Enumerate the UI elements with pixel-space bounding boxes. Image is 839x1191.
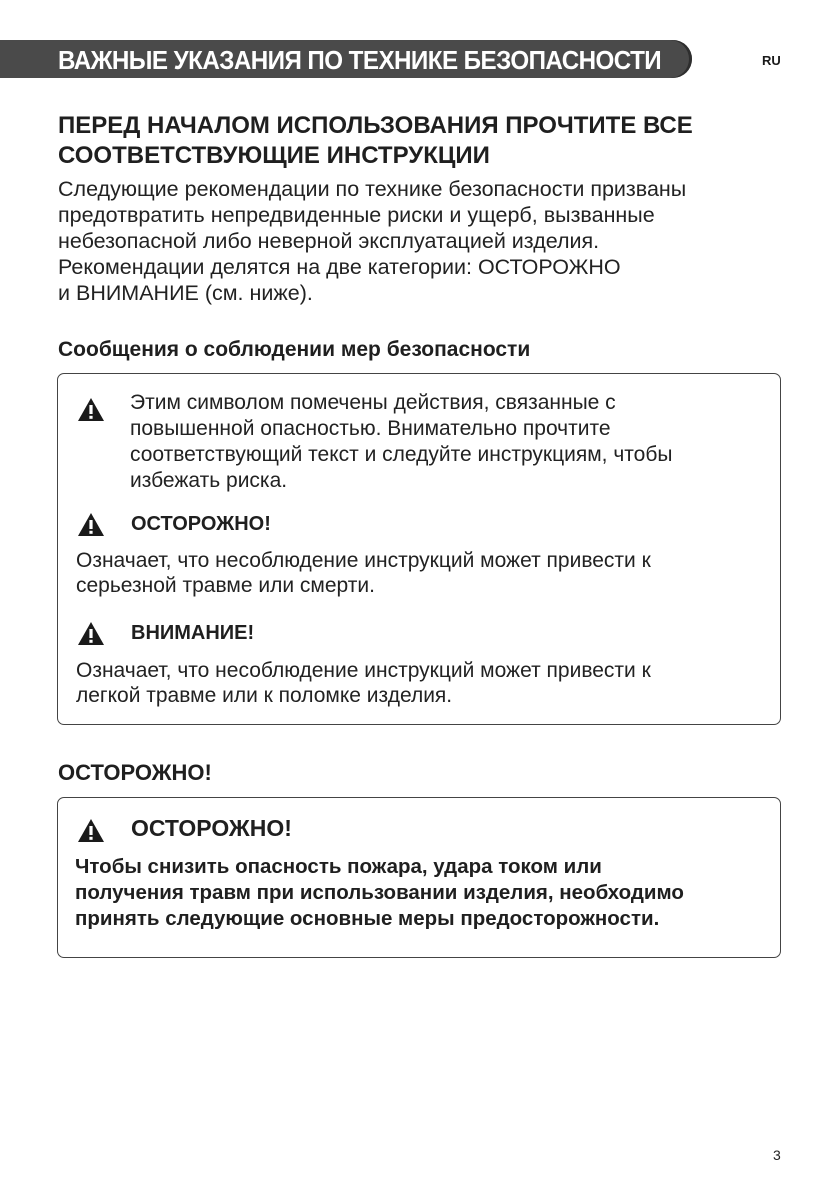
symbol-line: Этим символом помечены действия, связанные с [130,391,616,414]
caution-description [76,658,766,708]
intro-line: Рекомендации делятся на две категории: ОСТОРОЖНО [58,255,621,279]
symbol-line: соответствующий текст и следуйте инструкциям, чтобы [130,443,673,466]
warning-triangle-icon [77,818,105,843]
intro-line: Следующие рекомендации по технике безопасности призваны [58,177,687,201]
symbol-line: повышенной опасностью. Внимательно прочтите [130,417,611,440]
warning-label: ОСТОРОЖНО! [131,513,271,535]
banner-title: ВАЖНЫЕ УКАЗАНИЯ ПО ТЕХНИКЕ БЕЗОПАСНОСТИ [58,45,662,75]
warning-section-heading: ОСТОРОЖНО! [58,760,212,785]
page-heading [58,111,798,171]
language-code: RU [762,53,781,68]
page-heading-line: ПЕРЕД НАЧАЛОМ ИСПОЛЬЗОВАНИЯ ПРОЧТИТЕ ВСЕ [58,112,693,139]
intro-line: небезопасной либо неверной эксплуатацией изделия. [58,229,600,253]
intro-line: предотвратить непредвиденные риски и ущерб, вызванные [58,203,655,227]
safety-messages-box [57,373,781,725]
warning-triangle-icon [77,512,105,537]
warning-box-line: принять следующие основные меры предосторожности. [75,907,660,930]
safety-messages-heading: Сообщения о соблюдении мер безопасности [58,338,531,361]
warning-triangle-icon [77,621,105,646]
warning-triangle-icon [77,397,105,422]
caution-line: легкой травме или к поломке изделия. [76,684,453,707]
warning-box-text [75,854,775,932]
page-heading-line: СООТВЕТСТВУЮЩИЕ ИНСТРУКЦИИ [58,142,490,169]
symbol-description [130,390,770,494]
warning-box-label: ОСТОРОЖНО! [131,815,292,841]
symbol-line: избежать риска. [130,469,288,492]
warning-box-line: Чтобы снизить опасность пожара, удара током или [75,855,602,878]
warning-description [76,548,766,598]
warning-box [57,797,781,958]
caution-line: Означает, что несоблюдение инструкций может привести к [76,659,651,682]
warning-line: серьезной травме или смерти. [76,574,375,597]
warning-box-line: получения травм при использовании изделия, необходимо [75,881,684,904]
intro-paragraph [58,176,778,306]
intro-line: и ВНИМАНИЕ (см. ниже). [58,281,313,305]
caution-label: ВНИМАНИЕ! [131,622,255,644]
page-number: 3 [773,1147,781,1163]
warning-line: Означает, что несоблюдение инструкций может привести к [76,549,651,572]
